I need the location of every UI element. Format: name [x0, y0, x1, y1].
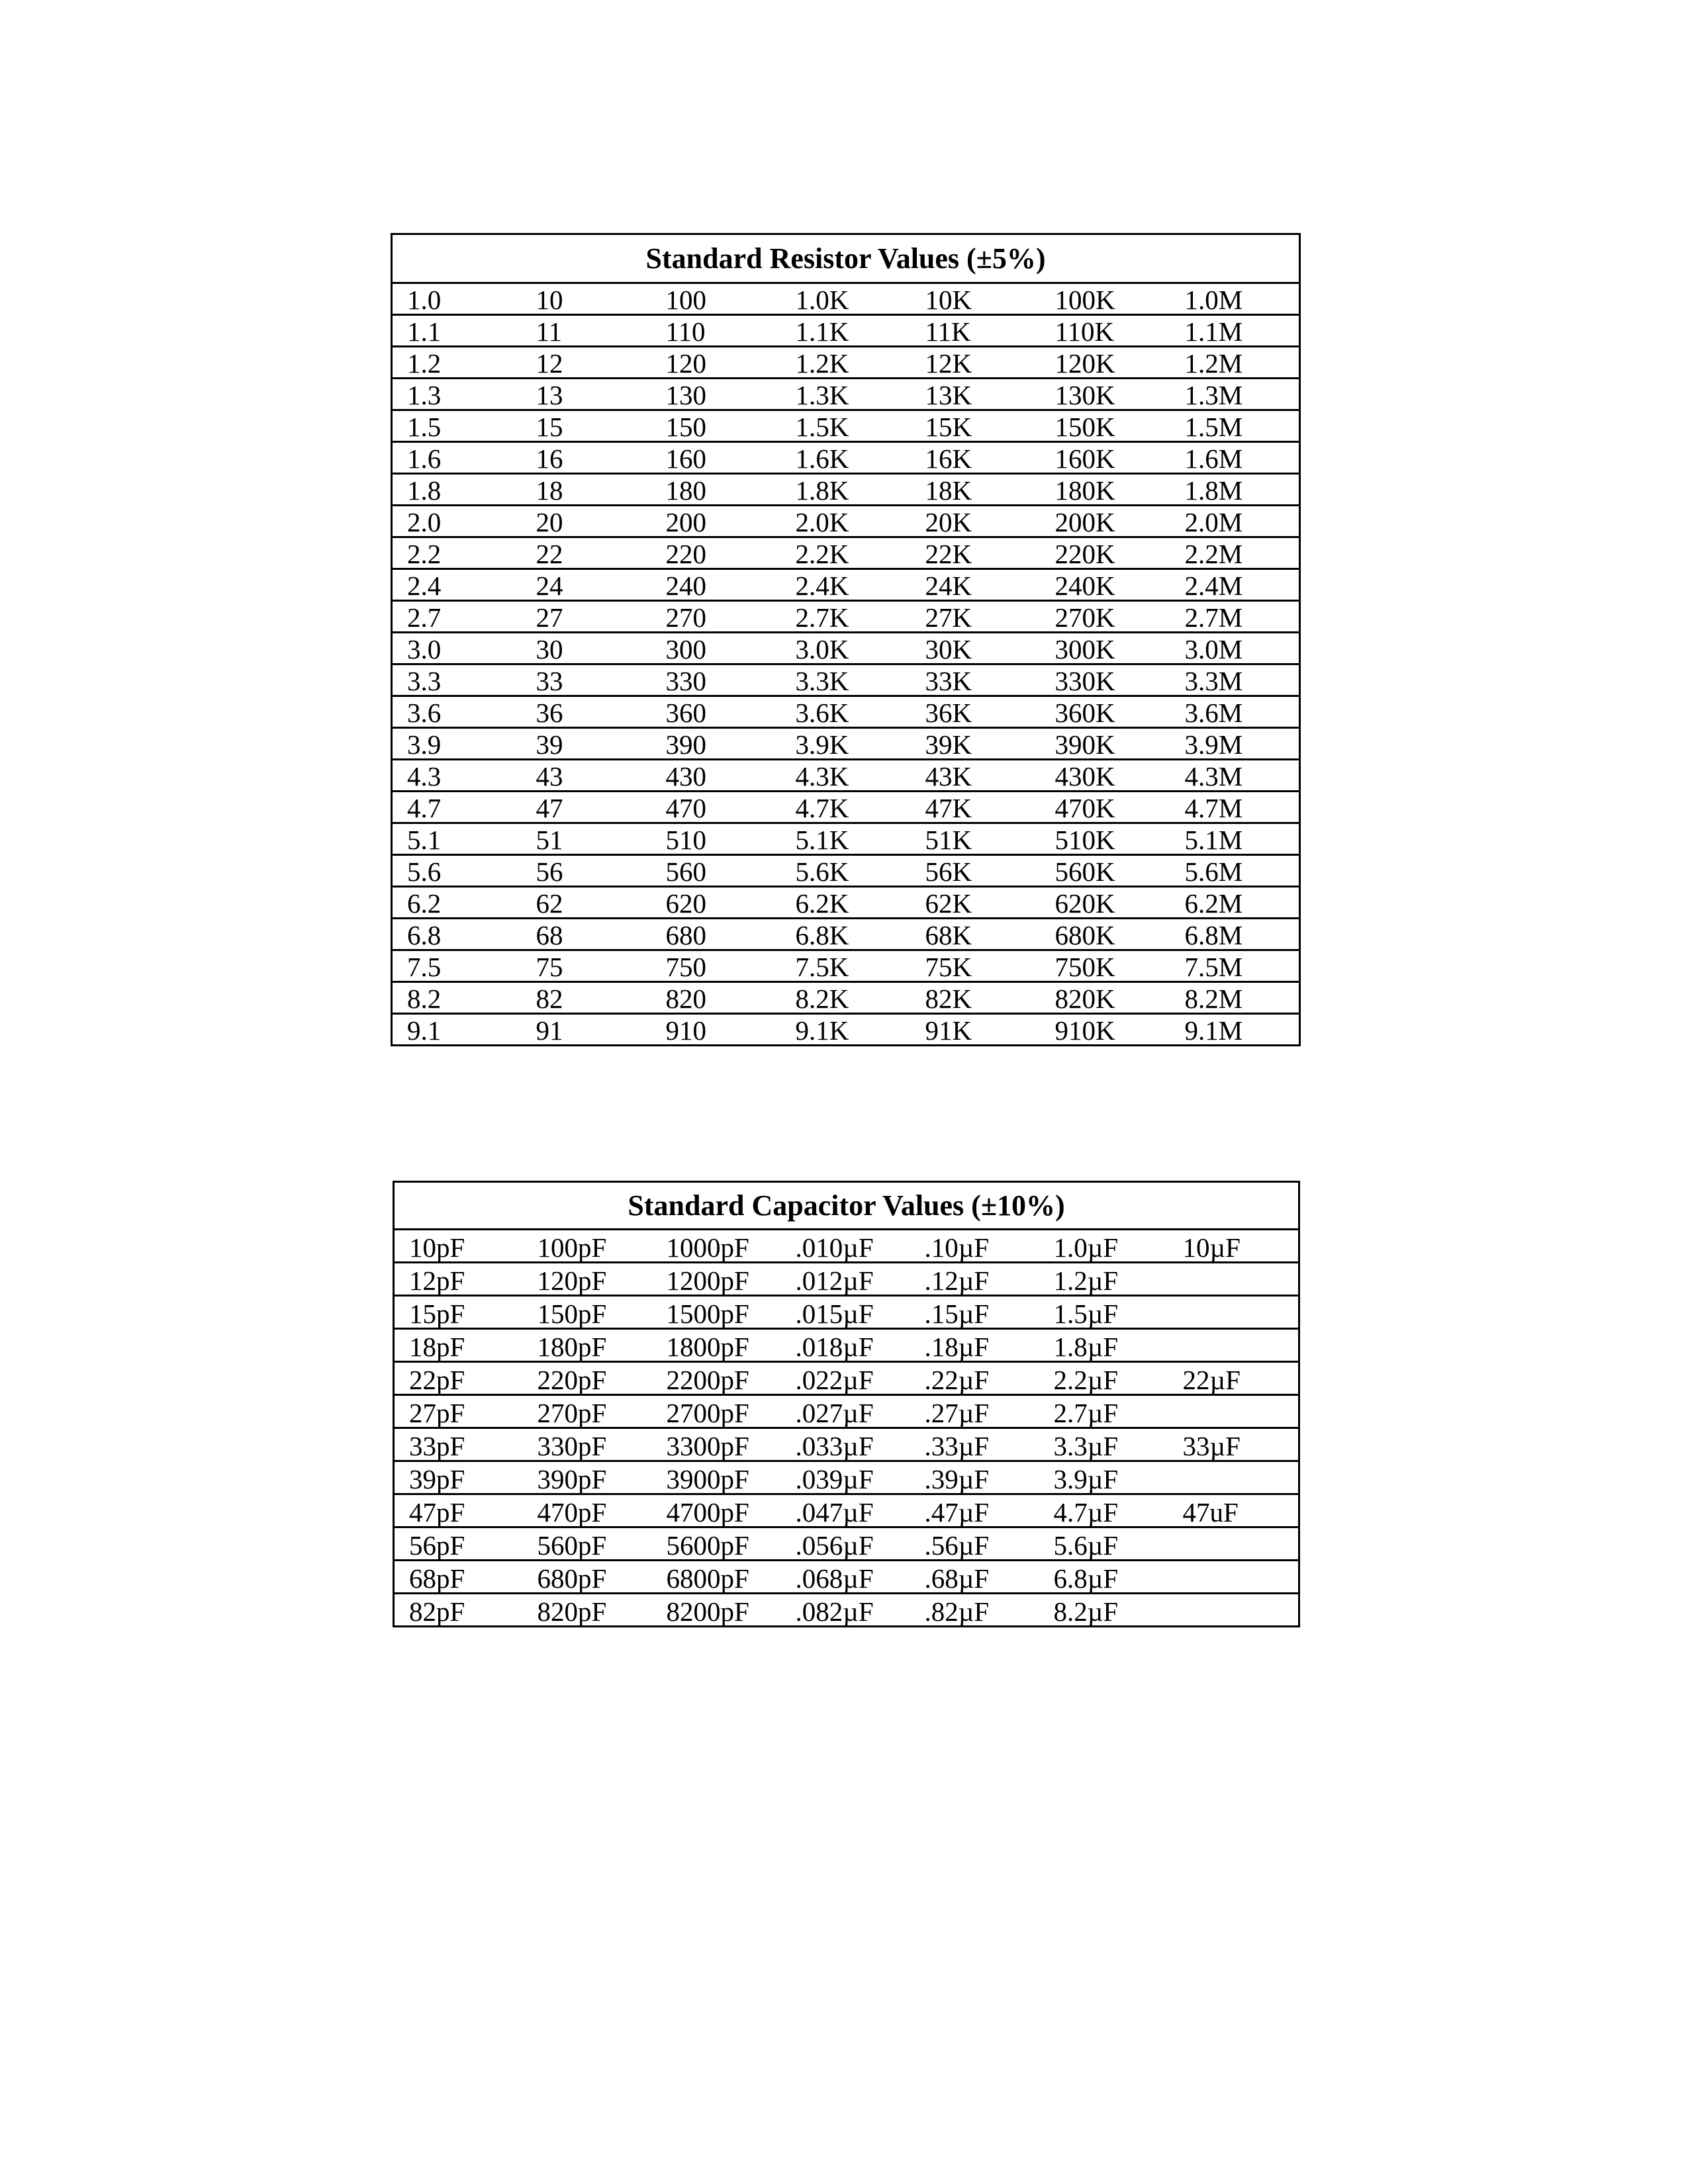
resistor-value-cell: 1.8K	[781, 474, 911, 506]
resistor-table-title: Standard Resistor Values (±5%)	[645, 242, 1046, 275]
capacitor-value-cell: 10µF	[1168, 1230, 1299, 1263]
resistor-value-cell: 910	[651, 1014, 781, 1046]
resistor-table-title-row	[392, 234, 1300, 283]
capacitor-value-cell: 1.5µF	[1039, 1296, 1168, 1329]
capacitor-value-cell: .18µF	[910, 1329, 1039, 1362]
resistor-table-row	[392, 823, 1300, 855]
capacitor-value-cell: .082µF	[781, 1594, 910, 1627]
capacitor-value-cell	[1168, 1329, 1299, 1362]
resistor-value-cell: 220	[651, 537, 781, 569]
resistor-value-cell: 5.1K	[781, 823, 911, 855]
resistor-value-cell: 1.3M	[1170, 379, 1300, 410]
resistor-value-cell: 16K	[911, 442, 1041, 474]
resistor-value-cell: 130	[651, 379, 781, 410]
resistor-value-cell: 27	[522, 601, 651, 633]
resistor-value-cell: 330	[651, 664, 781, 696]
resistor-value-cell: 560	[651, 855, 781, 887]
capacitor-value-cell: .68µF	[910, 1561, 1039, 1594]
capacitor-value-cell: .56µF	[910, 1527, 1039, 1561]
resistor-value-cell: 240K	[1041, 569, 1170, 601]
resistor-value-cell: 30K	[911, 633, 1041, 664]
resistor-value-cell: 4.3	[392, 760, 522, 792]
resistor-value-cell: 5.6M	[1170, 855, 1300, 887]
resistor-value-cell: 120K	[1041, 347, 1170, 379]
resistor-value-cell: 3.9	[392, 728, 522, 760]
capacitor-value-cell	[1168, 1461, 1299, 1494]
resistor-value-cell: 27K	[911, 601, 1041, 633]
capacitor-value-cell: 1800pF	[652, 1329, 781, 1362]
capacitor-value-cell: 6800pF	[652, 1561, 781, 1594]
capacitor-value-cell: 10pF	[394, 1230, 523, 1263]
resistor-table-row	[392, 410, 1300, 442]
capacitor-value-cell: 5.6µF	[1039, 1527, 1168, 1561]
capacitor-value-cell: 120pF	[523, 1263, 652, 1296]
resistor-value-cell: 2.4	[392, 569, 522, 601]
resistor-value-cell: 11	[522, 315, 651, 347]
resistor-value-cell: 6.8	[392, 919, 522, 950]
resistor-table-row	[392, 537, 1300, 569]
capacitor-value-cell: 68pF	[394, 1561, 523, 1594]
capacitor-value-cell: 18pF	[394, 1329, 523, 1362]
resistor-table-row	[392, 696, 1300, 728]
capacitor-value-cell	[1168, 1527, 1299, 1561]
resistor-values-table	[391, 233, 1301, 1046]
resistor-value-cell: 470K	[1041, 792, 1170, 823]
capacitor-value-cell: 1.2µF	[1039, 1263, 1168, 1296]
capacitor-value-cell: .27µF	[910, 1395, 1039, 1428]
capacitor-value-cell: .039µF	[781, 1461, 910, 1494]
resistor-value-cell: 160K	[1041, 442, 1170, 474]
capacitor-value-cell: 15pF	[394, 1296, 523, 1329]
resistor-value-cell: 4.3M	[1170, 760, 1300, 792]
capacitor-value-cell: 100pF	[523, 1230, 652, 1263]
resistor-table-row	[392, 855, 1300, 887]
resistor-value-cell: 8.2	[392, 982, 522, 1014]
resistor-value-cell: 430K	[1041, 760, 1170, 792]
capacitor-value-cell: 3.3µF	[1039, 1428, 1168, 1461]
capacitor-value-cell: 12pF	[394, 1263, 523, 1296]
resistor-value-cell: 1.6	[392, 442, 522, 474]
resistor-value-cell: 3.6	[392, 696, 522, 728]
resistor-value-cell: 22K	[911, 537, 1041, 569]
resistor-value-cell: 300	[651, 633, 781, 664]
capacitor-table-row	[394, 1461, 1299, 1494]
resistor-value-cell: 24K	[911, 569, 1041, 601]
resistor-value-cell: 7.5M	[1170, 950, 1300, 982]
resistor-table-row	[392, 982, 1300, 1014]
resistor-value-cell: 3.3M	[1170, 664, 1300, 696]
resistor-value-cell: 1.1M	[1170, 315, 1300, 347]
resistor-value-cell: 1.5K	[781, 410, 911, 442]
capacitor-table-row	[394, 1594, 1299, 1627]
resistor-value-cell: 100K	[1041, 283, 1170, 315]
resistor-value-cell: 82K	[911, 982, 1041, 1014]
resistor-value-cell: 1.2K	[781, 347, 911, 379]
capacitor-values-table	[393, 1181, 1300, 1627]
resistor-value-cell: 12K	[911, 347, 1041, 379]
capacitor-value-cell: 220pF	[523, 1362, 652, 1395]
resistor-value-cell: 10	[522, 283, 651, 315]
capacitor-value-cell: 47pF	[394, 1494, 523, 1527]
capacitor-table-row	[394, 1329, 1299, 1362]
resistor-value-cell: 200K	[1041, 506, 1170, 537]
resistor-table-row	[392, 569, 1300, 601]
resistor-value-cell: 62K	[911, 887, 1041, 919]
capacitor-value-cell: .012µF	[781, 1263, 910, 1296]
resistor-table-row	[392, 379, 1300, 410]
resistor-value-cell: 3.9M	[1170, 728, 1300, 760]
resistor-value-cell: 8.2K	[781, 982, 911, 1014]
resistor-value-cell: 3.6K	[781, 696, 911, 728]
capacitor-value-cell: .068µF	[781, 1561, 910, 1594]
resistor-value-cell: 470	[651, 792, 781, 823]
capacitor-value-cell: 470pF	[523, 1494, 652, 1527]
capacitor-table-title: Standard Capacitor Values (±10%)	[628, 1189, 1065, 1222]
resistor-value-cell: 7.5	[392, 950, 522, 982]
resistor-value-cell: 1.1K	[781, 315, 911, 347]
resistor-value-cell: 5.6	[392, 855, 522, 887]
resistor-value-cell: 2.7K	[781, 601, 911, 633]
resistor-value-cell: 1.8	[392, 474, 522, 506]
resistor-value-cell: 6.2K	[781, 887, 911, 919]
resistor-value-cell: 100	[651, 283, 781, 315]
resistor-value-cell: 62	[522, 887, 651, 919]
resistor-value-cell: 3.6M	[1170, 696, 1300, 728]
resistor-value-cell: 150K	[1041, 410, 1170, 442]
resistor-value-cell: 180K	[1041, 474, 1170, 506]
resistor-value-cell: 2.4K	[781, 569, 911, 601]
resistor-value-cell: 3.3	[392, 664, 522, 696]
resistor-value-cell: 2.0M	[1170, 506, 1300, 537]
resistor-value-cell: 160	[651, 442, 781, 474]
resistor-value-cell: 18	[522, 474, 651, 506]
capacitor-value-cell: 820pF	[523, 1594, 652, 1627]
resistor-value-cell: 1.5	[392, 410, 522, 442]
resistor-value-cell: 6.8M	[1170, 919, 1300, 950]
resistor-value-cell: 1.0M	[1170, 283, 1300, 315]
capacitor-value-cell	[1168, 1561, 1299, 1594]
resistor-table-row	[392, 474, 1300, 506]
resistor-value-cell: 270	[651, 601, 781, 633]
resistor-value-cell: 24	[522, 569, 651, 601]
resistor-value-cell: 15K	[911, 410, 1041, 442]
resistor-value-cell: 51K	[911, 823, 1041, 855]
capacitor-value-cell: .010µF	[781, 1230, 910, 1263]
capacitor-value-cell: 680pF	[523, 1561, 652, 1594]
resistor-value-cell: 5.1M	[1170, 823, 1300, 855]
capacitor-value-cell: 180pF	[523, 1329, 652, 1362]
resistor-value-cell: 36	[522, 696, 651, 728]
resistor-value-cell: 1.3K	[781, 379, 911, 410]
resistor-value-cell: 820K	[1041, 982, 1170, 1014]
resistor-value-cell: 1.2M	[1170, 347, 1300, 379]
resistor-value-cell: 3.9K	[781, 728, 911, 760]
resistor-table-row	[392, 1014, 1300, 1046]
capacitor-value-cell: .027µF	[781, 1395, 910, 1428]
capacitor-value-cell: .12µF	[910, 1263, 1039, 1296]
capacitor-value-cell: .39µF	[910, 1461, 1039, 1494]
capacitor-value-cell	[1168, 1395, 1299, 1428]
resistor-value-cell: 51	[522, 823, 651, 855]
capacitor-value-cell: 33µF	[1168, 1428, 1299, 1461]
capacitor-value-cell	[1168, 1296, 1299, 1329]
resistor-value-cell: 20	[522, 506, 651, 537]
resistor-value-cell: 1.6K	[781, 442, 911, 474]
resistor-value-cell: 6.2	[392, 887, 522, 919]
resistor-value-cell: 22	[522, 537, 651, 569]
capacitor-value-cell	[1168, 1594, 1299, 1627]
resistor-value-cell: 4.7M	[1170, 792, 1300, 823]
resistor-value-cell: 47K	[911, 792, 1041, 823]
capacitor-value-cell: 1200pF	[652, 1263, 781, 1296]
resistor-value-cell: 270K	[1041, 601, 1170, 633]
capacitor-value-cell: 1.8µF	[1039, 1329, 1168, 1362]
resistor-value-cell: 3.0M	[1170, 633, 1300, 664]
capacitor-value-cell: 33pF	[394, 1428, 523, 1461]
resistor-value-cell: 39	[522, 728, 651, 760]
capacitor-value-cell: 22µF	[1168, 1362, 1299, 1395]
capacitor-table-row	[394, 1230, 1299, 1263]
resistor-value-cell: 39K	[911, 728, 1041, 760]
resistor-value-cell: 30	[522, 633, 651, 664]
resistor-value-cell: 56K	[911, 855, 1041, 887]
resistor-table-row	[392, 506, 1300, 537]
capacitor-table-row	[394, 1362, 1299, 1395]
resistor-value-cell: 16	[522, 442, 651, 474]
capacitor-value-cell: 1000pF	[652, 1230, 781, 1263]
resistor-value-cell: 110	[651, 315, 781, 347]
resistor-value-cell: 110K	[1041, 315, 1170, 347]
resistor-value-cell: 330K	[1041, 664, 1170, 696]
capacitor-table-body	[394, 1230, 1299, 1627]
capacitor-value-cell: .82µF	[910, 1594, 1039, 1627]
resistor-value-cell: 680K	[1041, 919, 1170, 950]
capacitor-value-cell: 3300pF	[652, 1428, 781, 1461]
resistor-value-cell: 360	[651, 696, 781, 728]
resistor-value-cell: 150	[651, 410, 781, 442]
resistor-value-cell: 6.2M	[1170, 887, 1300, 919]
capacitor-table-row	[394, 1428, 1299, 1461]
capacitor-value-cell: 4700pF	[652, 1494, 781, 1527]
capacitor-value-cell: .22µF	[910, 1362, 1039, 1395]
resistor-value-cell: 430	[651, 760, 781, 792]
resistor-value-cell: 3.0	[392, 633, 522, 664]
resistor-value-cell: 13K	[911, 379, 1041, 410]
resistor-value-cell: 10K	[911, 283, 1041, 315]
capacitor-value-cell: 4.7µF	[1039, 1494, 1168, 1527]
capacitor-value-cell: .033µF	[781, 1428, 910, 1461]
capacitor-table-row	[394, 1395, 1299, 1428]
resistor-value-cell: 180	[651, 474, 781, 506]
resistor-table-row	[392, 283, 1300, 315]
resistor-value-cell: 47	[522, 792, 651, 823]
resistor-value-cell: 18K	[911, 474, 1041, 506]
resistor-value-cell: 220K	[1041, 537, 1170, 569]
capacitor-value-cell: 390pF	[523, 1461, 652, 1494]
capacitor-value-cell: 1.0µF	[1039, 1230, 1168, 1263]
capacitor-value-cell: 8200pF	[652, 1594, 781, 1627]
resistor-value-cell: 680	[651, 919, 781, 950]
resistor-value-cell: 510K	[1041, 823, 1170, 855]
capacitor-value-cell: 27pF	[394, 1395, 523, 1428]
capacitor-value-cell: .10µF	[910, 1230, 1039, 1263]
resistor-table-row	[392, 442, 1300, 474]
capacitor-value-cell: 3900pF	[652, 1461, 781, 1494]
resistor-value-cell: 750	[651, 950, 781, 982]
resistor-value-cell: 1.6M	[1170, 442, 1300, 474]
resistor-table-row	[392, 601, 1300, 633]
resistor-value-cell: 91	[522, 1014, 651, 1046]
capacitor-value-cell: 560pF	[523, 1527, 652, 1561]
resistor-value-cell: 33	[522, 664, 651, 696]
resistor-value-cell: 2.7	[392, 601, 522, 633]
resistor-value-cell: 9.1M	[1170, 1014, 1300, 1046]
capacitor-value-cell	[1168, 1263, 1299, 1296]
resistor-value-cell: 120	[651, 347, 781, 379]
resistor-value-cell: 5.1	[392, 823, 522, 855]
resistor-value-cell: 9.1	[392, 1014, 522, 1046]
resistor-value-cell: 4.3K	[781, 760, 911, 792]
resistor-table-body	[392, 283, 1300, 1046]
resistor-value-cell: 1.5M	[1170, 410, 1300, 442]
resistor-value-cell: 2.7M	[1170, 601, 1300, 633]
resistor-value-cell: 7.5K	[781, 950, 911, 982]
resistor-value-cell: 68K	[911, 919, 1041, 950]
resistor-value-cell: 68	[522, 919, 651, 950]
capacitor-table-row	[394, 1296, 1299, 1329]
resistor-table-row	[392, 633, 1300, 664]
resistor-table-row	[392, 760, 1300, 792]
resistor-value-cell: 240	[651, 569, 781, 601]
capacitor-value-cell: 2.2µF	[1039, 1362, 1168, 1395]
resistor-value-cell: 130K	[1041, 379, 1170, 410]
resistor-value-cell: 75K	[911, 950, 1041, 982]
resistor-value-cell: 20K	[911, 506, 1041, 537]
resistor-value-cell: 11K	[911, 315, 1041, 347]
resistor-value-cell: 33K	[911, 664, 1041, 696]
resistor-value-cell: 3.3K	[781, 664, 911, 696]
capacitor-value-cell: 150pF	[523, 1296, 652, 1329]
resistor-value-cell: 2.2K	[781, 537, 911, 569]
resistor-value-cell: 3.0K	[781, 633, 911, 664]
capacitor-value-cell: 2200pF	[652, 1362, 781, 1395]
resistor-value-cell: 1.8M	[1170, 474, 1300, 506]
resistor-value-cell: 8.2M	[1170, 982, 1300, 1014]
capacitor-value-cell: 2.7µF	[1039, 1395, 1168, 1428]
capacitor-table-row	[394, 1527, 1299, 1561]
capacitor-table-row	[394, 1561, 1299, 1594]
capacitor-value-cell: 3.9µF	[1039, 1461, 1168, 1494]
capacitor-value-cell: 2700pF	[652, 1395, 781, 1428]
capacitor-table-row	[394, 1263, 1299, 1296]
capacitor-value-cell: .015µF	[781, 1296, 910, 1329]
capacitor-value-cell: 1500pF	[652, 1296, 781, 1329]
resistor-value-cell: 6.8K	[781, 919, 911, 950]
resistor-value-cell: 5.6K	[781, 855, 911, 887]
resistor-value-cell: 36K	[911, 696, 1041, 728]
resistor-table-row	[392, 664, 1300, 696]
capacitor-value-cell: .022µF	[781, 1362, 910, 1395]
capacitor-value-cell: .47µF	[910, 1494, 1039, 1527]
resistor-value-cell: 2.0	[392, 506, 522, 537]
capacitor-value-cell: 330pF	[523, 1428, 652, 1461]
capacitor-value-cell: .33µF	[910, 1428, 1039, 1461]
resistor-value-cell: 360K	[1041, 696, 1170, 728]
resistor-table-row	[392, 728, 1300, 760]
resistor-value-cell: 2.4M	[1170, 569, 1300, 601]
resistor-value-cell: 2.0K	[781, 506, 911, 537]
resistor-value-cell: 1.1	[392, 315, 522, 347]
resistor-value-cell: 56	[522, 855, 651, 887]
resistor-value-cell: 43K	[911, 760, 1041, 792]
capacitor-table-row	[394, 1494, 1299, 1527]
resistor-value-cell: 1.0K	[781, 283, 911, 315]
resistor-value-cell: 91K	[911, 1014, 1041, 1046]
resistor-table-row	[392, 887, 1300, 919]
resistor-value-cell: 43	[522, 760, 651, 792]
capacitor-value-cell: .15µF	[910, 1296, 1039, 1329]
capacitor-value-cell: 5600pF	[652, 1527, 781, 1561]
capacitor-value-cell: 47uF	[1168, 1494, 1299, 1527]
resistor-value-cell: 390K	[1041, 728, 1170, 760]
resistor-table-row	[392, 919, 1300, 950]
resistor-value-cell: 300K	[1041, 633, 1170, 664]
capacitor-value-cell: 39pF	[394, 1461, 523, 1494]
capacitor-value-cell: .018µF	[781, 1329, 910, 1362]
resistor-value-cell: 200	[651, 506, 781, 537]
capacitor-value-cell: .056µF	[781, 1527, 910, 1561]
resistor-table-row	[392, 950, 1300, 982]
resistor-value-cell: 9.1K	[781, 1014, 911, 1046]
resistor-table-row	[392, 347, 1300, 379]
resistor-value-cell: 15	[522, 410, 651, 442]
resistor-value-cell: 13	[522, 379, 651, 410]
resistor-value-cell: 510	[651, 823, 781, 855]
capacitor-value-cell: 270pF	[523, 1395, 652, 1428]
resistor-value-cell: 390	[651, 728, 781, 760]
resistor-value-cell: 910K	[1041, 1014, 1170, 1046]
resistor-value-cell: 82	[522, 982, 651, 1014]
resistor-value-cell: 1.0	[392, 283, 522, 315]
resistor-value-cell: 560K	[1041, 855, 1170, 887]
capacitor-value-cell: .047µF	[781, 1494, 910, 1527]
resistor-value-cell: 1.2	[392, 347, 522, 379]
resistor-value-cell: 12	[522, 347, 651, 379]
capacitor-value-cell: 56pF	[394, 1527, 523, 1561]
resistor-value-cell: 1.3	[392, 379, 522, 410]
resistor-value-cell: 4.7K	[781, 792, 911, 823]
resistor-value-cell: 820	[651, 982, 781, 1014]
resistor-value-cell: 2.2	[392, 537, 522, 569]
capacitor-value-cell: 22pF	[394, 1362, 523, 1395]
resistor-value-cell: 620	[651, 887, 781, 919]
capacitor-value-cell: 6.8µF	[1039, 1561, 1168, 1594]
resistor-value-cell: 620K	[1041, 887, 1170, 919]
capacitor-table-title-row	[394, 1182, 1299, 1230]
resistor-value-cell: 4.7	[392, 792, 522, 823]
resistor-value-cell: 750K	[1041, 950, 1170, 982]
resistor-value-cell: 2.2M	[1170, 537, 1300, 569]
capacitor-value-cell: 82pF	[394, 1594, 523, 1627]
resistor-table-row	[392, 792, 1300, 823]
resistor-table-row	[392, 315, 1300, 347]
resistor-value-cell: 75	[522, 950, 651, 982]
capacitor-value-cell: 8.2µF	[1039, 1594, 1168, 1627]
